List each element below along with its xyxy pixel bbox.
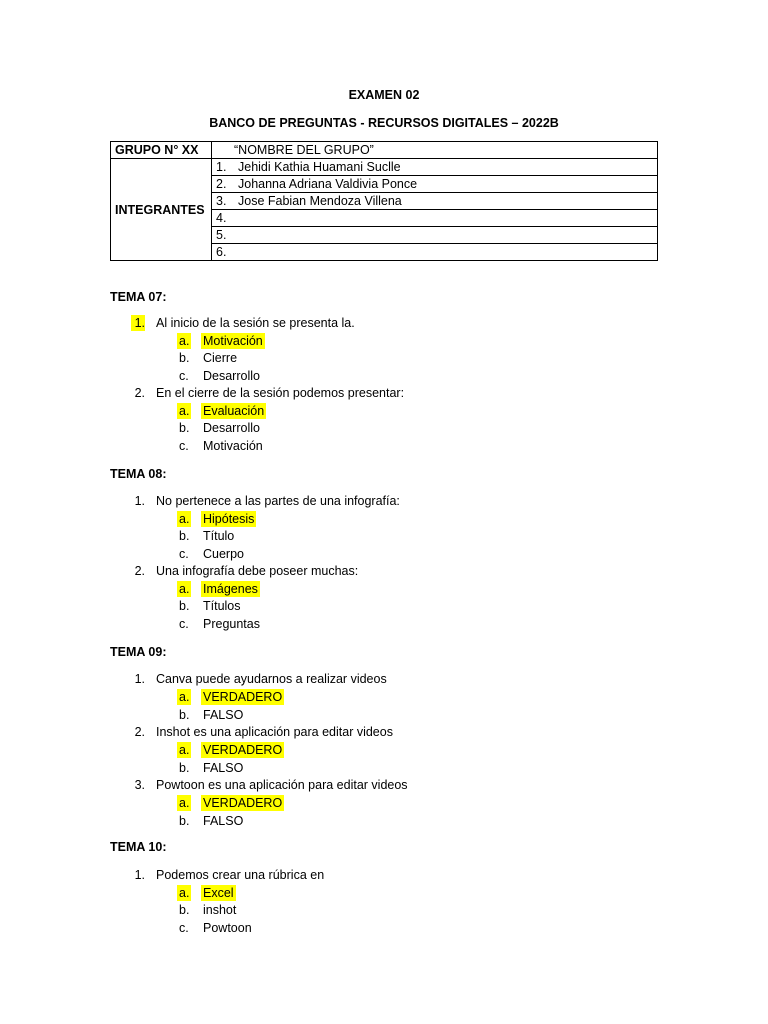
question-number: 1. [134,868,145,882]
tema-heading: TEMA 10: [110,840,167,854]
option-letter: c. [179,921,189,935]
member-row [111,159,658,176]
option-letter: c. [179,439,189,453]
option-letter: b. [179,599,190,613]
option-text: Cierre [203,351,238,365]
group-name-cell: “NOMBRE DEL GRUPO” [212,142,658,159]
option-text: Preguntas [203,617,260,631]
option-letter: b. [179,761,190,775]
question-text: Canva puede ayudarnos a realizar videos [156,672,387,686]
member-cell [212,244,658,261]
member-name: Jose Fabian Mendoza Villena [238,194,402,208]
question-number: 2. [134,386,145,400]
question-number: 2. [134,564,145,578]
member-name: Jehidi Kathia Huamani Suclle [238,160,401,174]
group-table [110,141,658,261]
option-letter: b. [179,421,190,435]
option-letter: a. [179,404,190,418]
option-text: FALSO [203,814,244,828]
question-text: Al inicio de la sesión se presenta la. [156,316,355,330]
option-letter: c. [179,547,189,561]
question-number: 1. [134,672,145,686]
group-row [111,142,658,159]
member-cell [212,176,658,193]
member-cell [212,159,658,176]
option-letter: b. [179,529,190,543]
option-text: Powtoon [203,921,252,935]
member-cell [212,193,658,210]
option-text: FALSO [203,761,244,775]
option-letter: b. [179,814,190,828]
option-text: VERDADERO [203,690,283,704]
option-text: VERDADERO [203,796,283,810]
option-letter: b. [179,903,190,917]
question-text: Inshot es una aplicación para editar videos [156,725,393,739]
option-letter: a. [179,334,190,348]
option-text: inshot [203,903,237,917]
option-text: Evaluación [203,404,265,418]
option-letter: a. [179,582,190,596]
question-text: Una infografía debe poseer muchas: [156,564,359,578]
member-cell [212,227,658,244]
option-text: Hipótesis [203,512,255,526]
option-letter: c. [179,369,189,383]
option-text: Excel [203,886,234,900]
option-text: Títulos [203,599,241,613]
exam-subtitle: BANCO DE PREGUNTAS - RECURSOS DIGITALES – 2022B [209,116,559,130]
option-text: VERDADERO [203,743,283,757]
question-number: 3. [134,778,145,792]
members-label-cell: INTEGRANTES [111,159,212,261]
option-text: Cuerpo [203,547,244,561]
member-cell [212,210,658,227]
option-letter: c. [179,617,189,631]
option-letter: a. [179,512,190,526]
exam-title: EXAMEN 02 [348,88,420,102]
group-label-cell: GRUPO N° XX [111,142,212,159]
option-text: Motivación [203,334,263,348]
question-number: 2. [134,725,145,739]
option-letter: a. [179,796,190,810]
option-letter: a. [179,690,190,704]
tema-heading: TEMA 07: [110,290,167,304]
member-number: 1. [216,160,227,174]
option-text: Título [203,529,235,543]
option-text: Imágenes [203,582,258,596]
member-number: 5. [216,228,227,242]
member-number: 2. [216,177,227,191]
member-number: 6. [216,245,227,259]
member-number: 3. [216,194,227,208]
question-number: 1. [134,494,145,508]
option-letter: b. [179,708,190,722]
option-letter: b. [179,351,190,365]
question-text: Podemos crear una rúbrica en [156,868,325,882]
tema-heading: TEMA 08: [110,467,167,481]
option-text: Motivación [203,439,263,453]
option-text: FALSO [203,708,244,722]
option-letter: a. [179,886,190,900]
question-text: En el cierre de la sesión podemos presentar: [156,386,405,400]
tema-heading: TEMA 09: [110,645,167,659]
question-text: No pertenece a las partes de una infografía: [156,494,400,508]
option-text: Desarrollo [203,421,260,435]
option-text: Desarrollo [203,369,260,383]
member-number: 4. [216,211,227,225]
question-number: 1. [131,315,145,331]
question-text: Powtoon es una aplicación para editar videos [156,778,408,792]
option-letter: a. [179,743,190,757]
member-name: Johanna Adriana Valdivia Ponce [238,177,418,191]
